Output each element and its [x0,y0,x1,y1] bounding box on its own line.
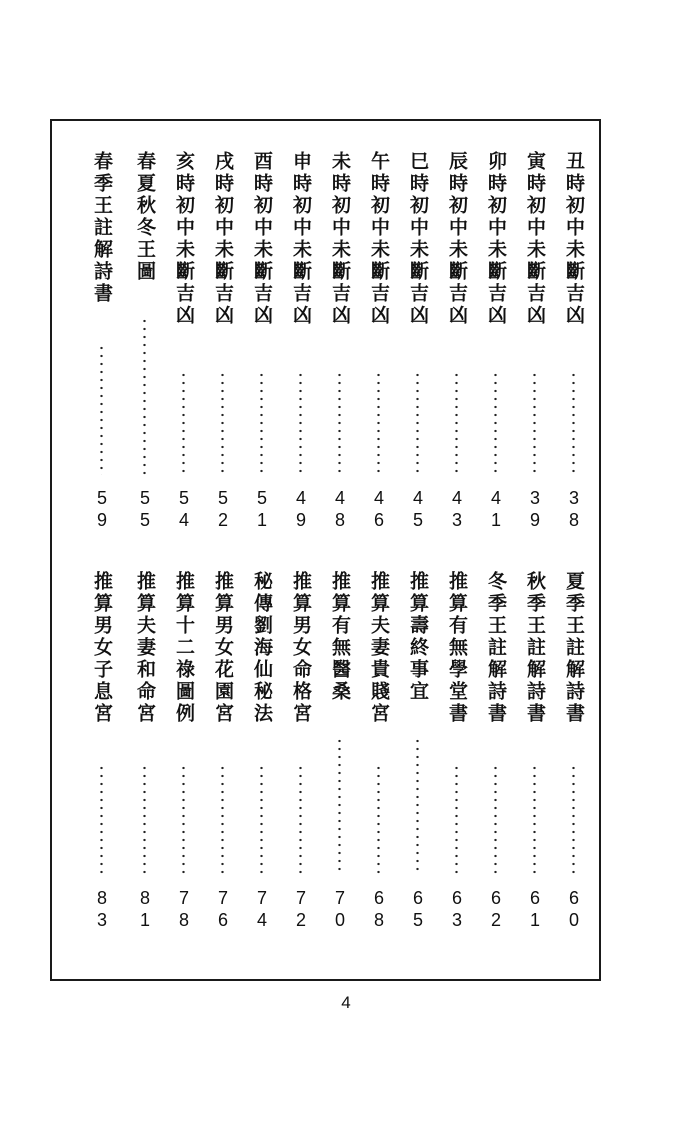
dot-leader [455,764,458,875]
toc-entry[interactable] [523,571,547,951]
toc-entry[interactable] [211,571,235,951]
dot-leader [572,371,575,475]
dot-leader [221,764,224,875]
toc-entry[interactable] [562,151,586,551]
dot-leader [338,371,341,475]
toc-entry-title: 夏季王註解詩書 [563,571,585,725]
toc-entry-title: 秋季王註解詩書 [524,571,546,725]
toc-entry-title: 辰時初中未斷吉凶 [446,151,468,327]
toc-page-number: 5 5 [139,488,150,530]
toc-entry[interactable] [133,151,157,551]
toc-page-number: 7 8 [178,888,189,930]
dot-leader [221,371,224,475]
toc-page-number: 5 2 [217,488,228,530]
toc-entry-title: 亥時初中未斷吉凶 [173,151,195,327]
toc-entry-title: 推算夫妻貴賤宮 [368,571,390,725]
toc-page-number: 6 5 [412,888,423,930]
toc-page-number: 6 8 [373,888,384,930]
toc-entry[interactable] [523,151,547,551]
toc-page-number: 7 0 [334,888,345,930]
toc-entry-title: 酉時初中未斷吉凶 [251,151,273,327]
toc-page-number: 4 3 [451,488,462,530]
toc-entry[interactable] [562,571,586,951]
toc-page-number: 8 3 [96,888,107,930]
dot-leader [143,317,146,475]
dot-leader [494,371,497,475]
toc-entry-title: 巳時初中未斷吉凶 [407,151,429,327]
toc-entry[interactable] [406,151,430,551]
toc-page-number: 6 2 [490,888,501,930]
toc-entry[interactable] [289,571,313,951]
toc-entry-title: 丑時初中未斷吉凶 [563,151,585,327]
toc-entry-title: 寅時初中未斷吉凶 [524,151,546,327]
toc-entry[interactable] [484,571,508,951]
toc-entry[interactable] [406,571,430,951]
toc-entry[interactable] [90,151,114,551]
toc-entry[interactable] [367,151,391,551]
toc-page-number: 7 6 [217,888,228,930]
toc-entry-title: 推算十二祿圖例 [173,571,195,725]
toc-entry-title: 秘傳劉海仙秘法 [251,571,273,725]
toc-page-number: 4 9 [295,488,306,530]
dot-leader [182,764,185,875]
toc-entry-title: 推算男女命格宮 [290,571,312,725]
toc-entry-title: 春夏秋冬王圖 [134,151,156,283]
toc-entry-title: 春季王註解詩書 [91,151,113,305]
toc-page-number: 4 5 [412,488,423,530]
toc-page-number: 5 4 [178,488,189,530]
dot-leader [377,764,380,875]
dot-leader [260,371,263,475]
dot-leader [100,764,103,875]
dot-leader [143,764,146,875]
toc-entry[interactable] [250,571,274,951]
toc-top-block [52,151,599,551]
toc-entry-title: 推算有無醫桑 [329,571,351,703]
toc-page-number: 4 8 [334,488,345,530]
dot-leader [299,764,302,875]
toc-entry[interactable] [328,151,352,551]
toc-page-number: 7 4 [256,888,267,930]
toc-page-number: 7 2 [295,888,306,930]
dot-leader [260,764,263,875]
dot-leader [416,737,419,875]
toc-entry-title: 戌時初中未斷吉凶 [212,151,234,327]
dot-leader [338,737,341,875]
toc-entry[interactable] [172,571,196,951]
dot-leader [572,764,575,875]
toc-bottom-block [52,571,599,951]
toc-entry-title: 申時初中未斷吉凶 [290,151,312,327]
toc-page-number: 5 1 [256,488,267,530]
toc-entry[interactable] [250,151,274,551]
toc-entry[interactable] [484,151,508,551]
dot-leader [533,764,536,875]
toc-frame [50,119,601,981]
toc-entry[interactable] [133,571,157,951]
dot-leader [377,371,380,475]
dot-leader [416,371,419,475]
toc-entry[interactable] [445,571,469,951]
toc-entry-title: 冬季王註解詩書 [485,571,507,725]
toc-page-number: 4 6 [373,488,384,530]
dot-leader [182,371,185,475]
toc-entry[interactable] [90,571,114,951]
toc-entry-title: 未時初中未斷吉凶 [329,151,351,327]
toc-entry-title: 推算夫妻和命宮 [134,571,156,725]
toc-page-number: 6 1 [529,888,540,930]
toc-page-number: 4 1 [490,488,501,530]
dot-leader [533,371,536,475]
toc-entry[interactable] [289,151,313,551]
toc-entry[interactable] [211,151,235,551]
toc-entry[interactable] [445,151,469,551]
toc-page-number: 6 3 [451,888,462,930]
dot-leader [299,371,302,475]
page-folio: 4 [341,993,351,1012]
toc-page-number: 3 9 [529,488,540,530]
toc-entry[interactable] [172,151,196,551]
toc-entry-title: 推算男女子息宮 [91,571,113,725]
toc-page-number: 3 8 [568,488,579,530]
toc-entry[interactable] [367,571,391,951]
toc-page-number: 5 9 [96,488,107,530]
toc-entry-title: 推算男女花園宮 [212,571,234,725]
toc-page-number: 6 0 [568,888,579,930]
toc-entry[interactable] [328,571,352,951]
toc-page-number: 8 1 [139,888,150,930]
dot-leader [455,371,458,475]
dot-leader [100,344,103,475]
dot-leader [494,764,497,875]
toc-entry-title: 午時初中未斷吉凶 [368,151,390,327]
toc-entry-title: 卯時初中未斷吉凶 [485,151,507,327]
toc-entry-title: 推算壽終事宜 [407,571,429,703]
toc-entry-title: 推算有無學堂書 [446,571,468,725]
